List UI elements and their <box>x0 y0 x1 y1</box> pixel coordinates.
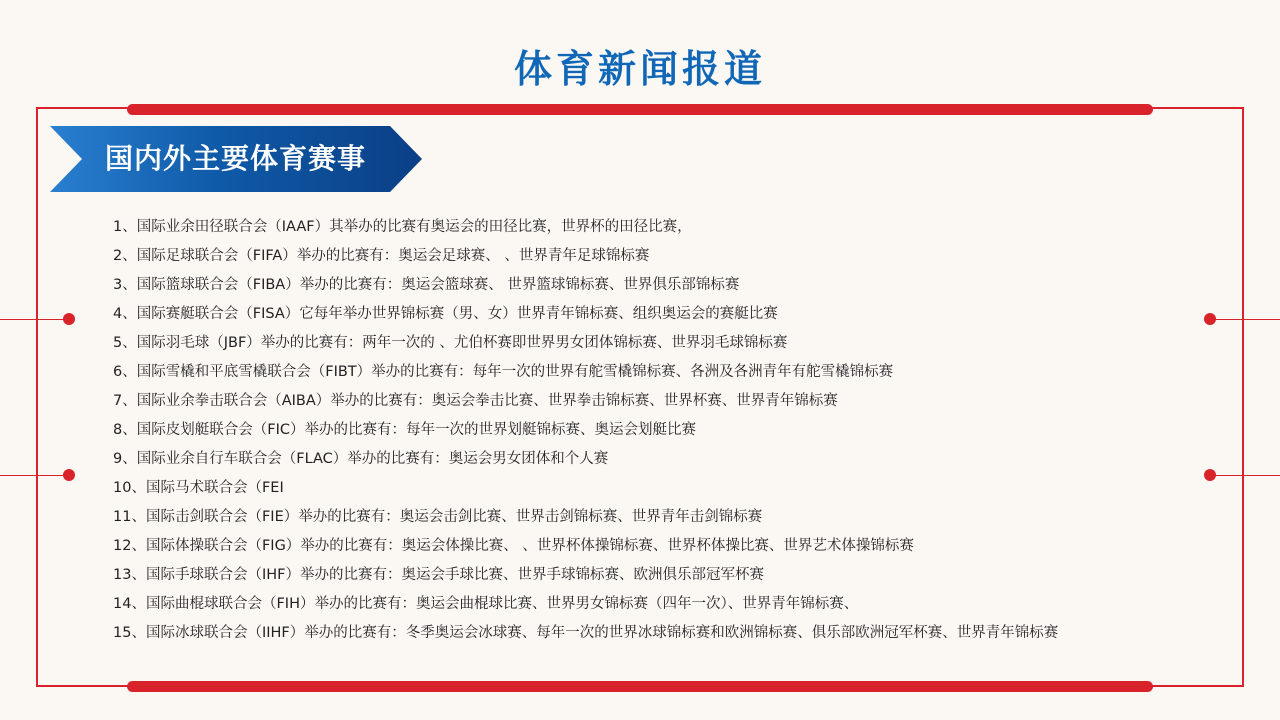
list-item: 2、国际足球联合会（FIFA）举办的比赛有：奥运会足球赛、 、世界青年足球锦标赛 <box>113 248 650 264</box>
right-connector-line-lower <box>1210 475 1280 476</box>
left-connector-line-upper <box>0 319 68 320</box>
list-item: 4、国际赛艇联合会（FISA）它每年举办世界锦标赛（男、女）世界青年锦标赛、组织奥运会的赛艇比赛 <box>113 306 778 322</box>
list-item: 11、国际击剑联合会（FIE）举办的比赛有：奥运会击剑比赛、世界击剑锦标赛、世界青年击剑锦标赛 <box>113 509 763 525</box>
list-item: 15、国际冰球联合会（IIHF）举办的比赛有：冬季奥运会冰球赛、每年一次的世界冰球锦标赛和欧洲锦标赛、俱乐部欧洲冠军杯赛、世界青年锦标赛 <box>113 625 1059 641</box>
list-item: 3、国际篮球联合会（FIBA）举办的比赛有：奥运会篮球赛、 世界篮球锦标赛、世界俱乐部锦标赛 <box>113 277 740 293</box>
list-item: 5、国际羽毛球（JBF）举办的比赛有：两年一次的 、尤伯杯赛即世界男女团体锦标赛、世界羽毛球锦标赛 <box>113 335 788 351</box>
list-item: 8、国际皮划艇联合会（FIC）举办的比赛有：每年一次的世界划艇锦标赛、奥运会划艇比赛 <box>113 422 696 438</box>
event-list <box>113 213 1213 648</box>
left-connector-dot-lower <box>63 469 75 481</box>
list-item: 6、国际雪橇和平底雪橇联合会（FIBT）举办的比赛有：每年一次的世界有舵雪橇锦标赛、各洲及各洲青年有舵雪橇锦标赛 <box>113 364 894 380</box>
list-item: 14、国际曲棍球联合会（FIH）举办的比赛有：奥运会曲棍球比赛、世界男女锦标赛（四年一次）、世界青年锦标赛、 <box>113 596 859 612</box>
list-item: 12、国际体操联合会（FIG）举办的比赛有：奥运会体操比赛、 、世界杯体操锦标赛、世界杯体操比赛、世界艺术体操锦标赛 <box>113 538 914 554</box>
list-item: 1、国际业余田径联合会（IAAF）其举办的比赛有奥运会的田径比赛，世界杯的田径比赛， <box>113 219 692 235</box>
list-item: 9、国际业余自行车联合会（FLAC）举办的比赛有：奥运会男女团体和个人赛 <box>113 451 609 467</box>
list-item: 13、国际手球联合会（IHF）举办的比赛有：奥运会手球比赛、世界手球锦标赛、欧洲俱乐部冠军杯赛 <box>113 567 764 583</box>
list-item: 10、国际马术联合会（FEI <box>113 480 284 496</box>
bottom-red-bar <box>127 681 1153 692</box>
left-connector-dot-upper <box>63 313 75 325</box>
right-connector-line-upper <box>1210 319 1280 320</box>
top-red-bar <box>127 104 1153 115</box>
list-item: 7、国际业余拳击联合会（AIBA）举办的比赛有：奥运会拳击比赛、世界拳击锦标赛、世界杯赛、世界青年锦标赛 <box>113 393 838 409</box>
page-title: 体育新闻报道 <box>513 47 766 91</box>
section-title: 国内外主要体育赛事 <box>105 142 367 175</box>
left-connector-line-lower <box>0 475 68 476</box>
